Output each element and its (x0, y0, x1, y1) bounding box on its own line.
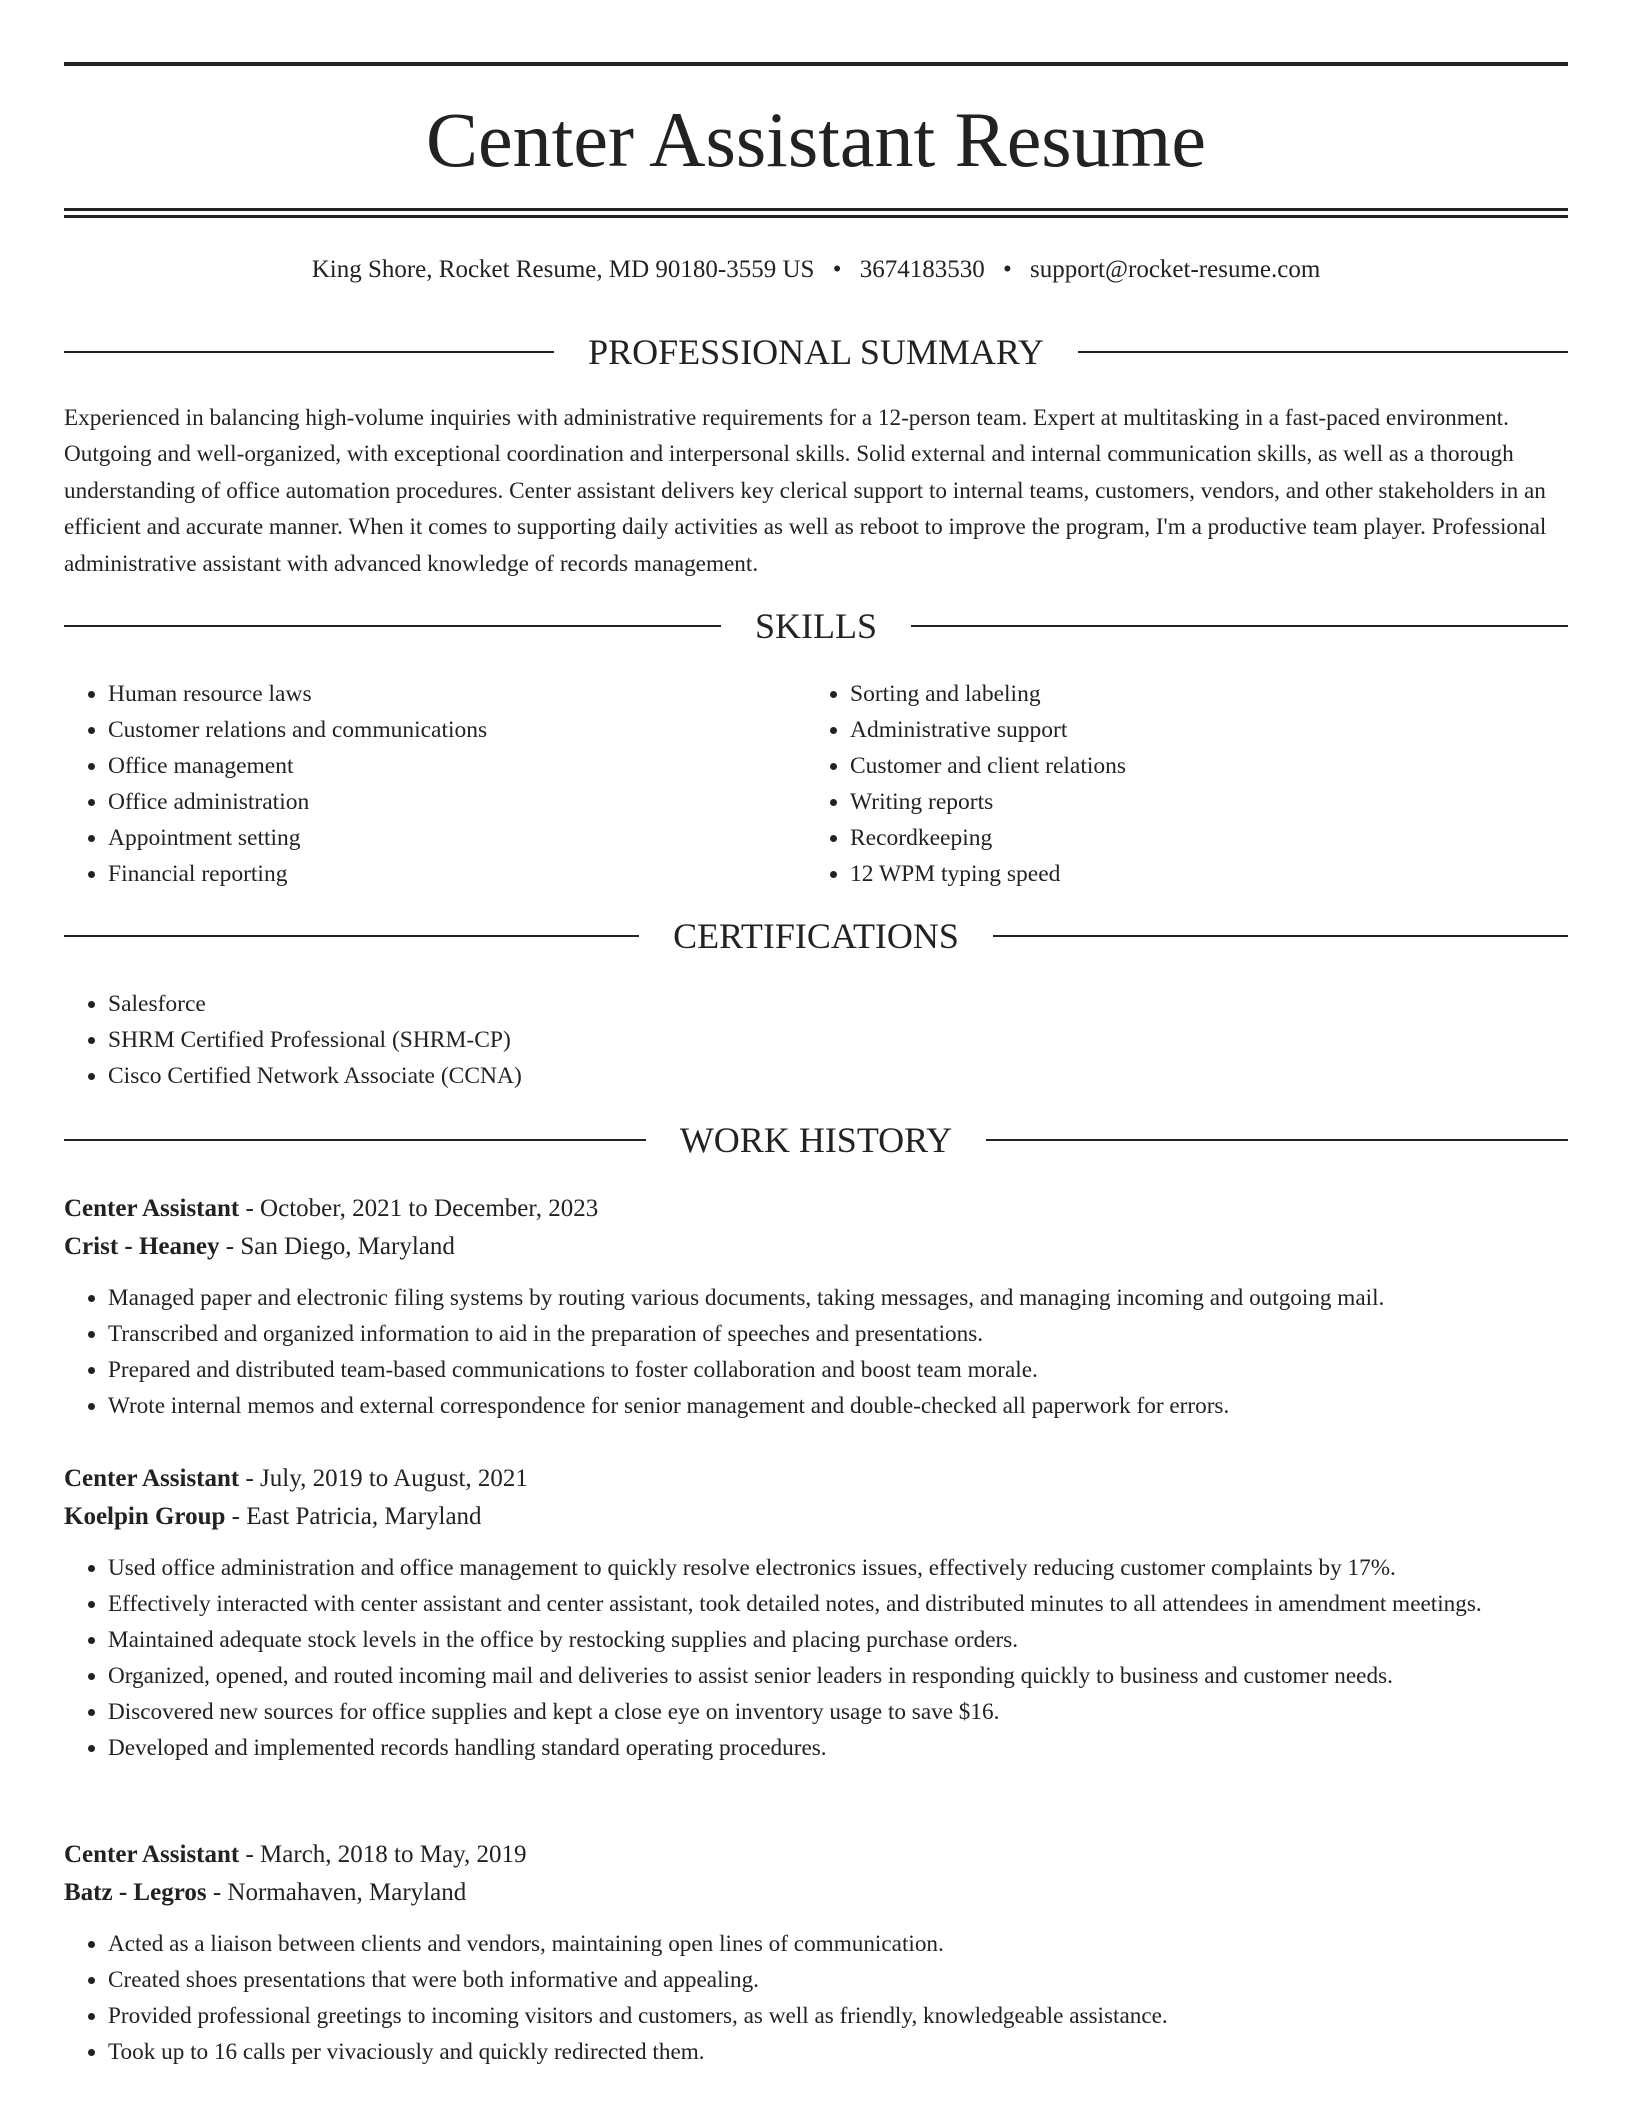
job-bullet: • Wrote internal memos and external correspondence for senior management and double-checked all paperwork for errors. (108, 1388, 1568, 1424)
resume-title: Center Assistant Resume (426, 96, 1206, 183)
skills-left-list (64, 676, 764, 892)
job-title: Center Assistant (64, 1465, 240, 1492)
contact-email: support@rocket-resume.com (1029, 256, 1321, 283)
skill-item: • Customer relations and communications (108, 712, 764, 748)
divider-line (64, 935, 639, 937)
skills-left-column (64, 676, 764, 892)
title-double-rule (64, 208, 1568, 218)
certifications-heading: CERTIFICATIONS (673, 916, 959, 956)
contact-line (64, 252, 1568, 288)
work-section-header (64, 1118, 1568, 1162)
skill-item: • Customer and client relations (850, 748, 1506, 784)
job-location: - San Diego, Maryland (219, 1233, 455, 1260)
job-title-line (64, 1190, 1568, 1228)
job-title-line (64, 1460, 1568, 1498)
job-bullet: • Took up to 16 calls per vivaciously and quickly redirected them. (108, 2034, 1568, 2070)
skills-section-header (64, 604, 1568, 648)
divider-line (64, 1139, 646, 1141)
certifications-block (64, 986, 964, 1094)
certifications-list (64, 986, 964, 1094)
job-company: Koelpin Group (64, 1503, 226, 1530)
skill-item: • Administrative support (850, 712, 1506, 748)
summary-section-header (64, 330, 1568, 374)
contact-separator: • (832, 256, 842, 283)
divider-line (986, 1139, 1568, 1141)
job-dates: - July, 2019 to August, 2021 (239, 1465, 528, 1492)
skill-item: • Writing reports (850, 784, 1506, 820)
job-bullet: • Maintained adequate stock levels in the office by restocking supplies and placing purchase orders. (108, 1622, 1568, 1658)
skill-item: • Appointment setting (108, 820, 764, 856)
job-location: - Normahaven, Maryland (206, 1879, 467, 1906)
job-dates: - March, 2018 to May, 2019 (239, 1841, 527, 1868)
job-dates: - October, 2021 to December, 2023 (239, 1195, 599, 1222)
skills-right-column (806, 676, 1506, 892)
job-bullet: • Acted as a liaison between clients and vendors, maintaining open lines of communication. (108, 1926, 1568, 1962)
job-title: Center Assistant (64, 1195, 240, 1222)
top-rule (64, 62, 1568, 66)
summary-text: Experienced in balancing high-volume inquiries with administrative requirements for a 12-person team. Expert at multitasking in a fast-paced environment. Outgoing and well-organized, with exceptional coordination and interpersonal skills. Solid external and internal communication skills, as well as a thorough understanding of office automation procedures. Center assistant delivers key clerical support to internal teams, customers, vendors, and other stakeholders in an efficient and accurate manner. When it comes to supporting daily activities as well as reboot to improve the program, I'm a productive team player. Professional administrative assistant with advanced knowledge of records management. (64, 405, 1547, 577)
job-bullet: • Transcribed and organized information to aid in the preparation of speeches and presentations. (108, 1316, 1568, 1352)
job-bullet: • Developed and implemented records handling standard operating procedures. (108, 1730, 1568, 1766)
skills-heading: SKILLS (755, 606, 878, 646)
skill-item: • Office management (108, 748, 764, 784)
divider-line (911, 625, 1568, 627)
skill-item: • Human resource laws (108, 676, 764, 712)
job-bullet: • Prepared and distributed team-based communications to foster collaboration and boost team morale. (108, 1352, 1568, 1388)
certifications-section-header (64, 914, 1568, 958)
certification-item: • SHRM Certified Professional (SHRM-CP) (108, 1022, 964, 1058)
job-title: Center Assistant (64, 1841, 240, 1868)
job-bullets (64, 1280, 1568, 1424)
job-bullet: • Provided professional greetings to incoming visitors and customers, as well as friendly, knowledgeable assistance. (108, 1998, 1568, 2034)
job-entry (64, 1190, 1568, 1424)
job-company-line (64, 1874, 1568, 1912)
job-bullet: • Effectively interacted with center assistant and center assistant, took detailed notes, and distributed minutes to all attendees in amendment meetings. (108, 1586, 1568, 1622)
divider-line (64, 351, 554, 353)
divider-line (64, 625, 721, 627)
job-company-line (64, 1498, 1568, 1536)
job-entry (64, 1836, 1568, 2070)
certification-item: • Cisco Certified Network Associate (CCNA) (108, 1058, 964, 1094)
job-bullet: • Managed paper and electronic filing systems by routing various documents, taking messages, and managing incoming and outgoing mail. (108, 1280, 1568, 1316)
job-bullet: • Used office administration and office management to quickly resolve electronics issues, effectively reducing customer complaints by 17%. (108, 1550, 1568, 1586)
job-bullet: • Created shoes presentations that were both informative and appealing. (108, 1962, 1568, 1998)
contact-phone: 3674183530 (859, 256, 985, 283)
job-entry (64, 1460, 1568, 1766)
skill-item: • Recordkeeping (850, 820, 1506, 856)
skill-item: • 12 WPM typing speed (850, 856, 1506, 892)
job-bullets (64, 1926, 1568, 2070)
divider-line (993, 935, 1568, 937)
job-bullet: • Discovered new sources for office supplies and kept a close eye on inventory usage to save $16. (108, 1694, 1568, 1730)
job-bullet: • Organized, opened, and routed incoming mail and deliveries to assist senior leaders in responding quickly to business and customer needs. (108, 1658, 1568, 1694)
contact-separator: • (1002, 256, 1012, 283)
skill-item: • Financial reporting (108, 856, 764, 892)
divider-line (1078, 351, 1568, 353)
contact-address: King Shore, Rocket Resume, MD 90180-3559 US (311, 256, 815, 283)
job-location: - East Patricia, Maryland (225, 1503, 482, 1530)
skill-item: • Sorting and labeling (850, 676, 1506, 712)
skill-item: • Office administration (108, 784, 764, 820)
job-company: Batz - Legros (64, 1879, 207, 1906)
certification-item: • Salesforce (108, 986, 964, 1022)
job-bullets (64, 1550, 1568, 1766)
work-heading: WORK HISTORY (679, 1120, 953, 1160)
job-company-line (64, 1228, 1568, 1266)
job-company: Crist - Heaney (64, 1233, 220, 1260)
summary-heading: PROFESSIONAL SUMMARY (588, 332, 1044, 372)
job-title-line (64, 1836, 1568, 1874)
skills-right-list (806, 676, 1506, 892)
